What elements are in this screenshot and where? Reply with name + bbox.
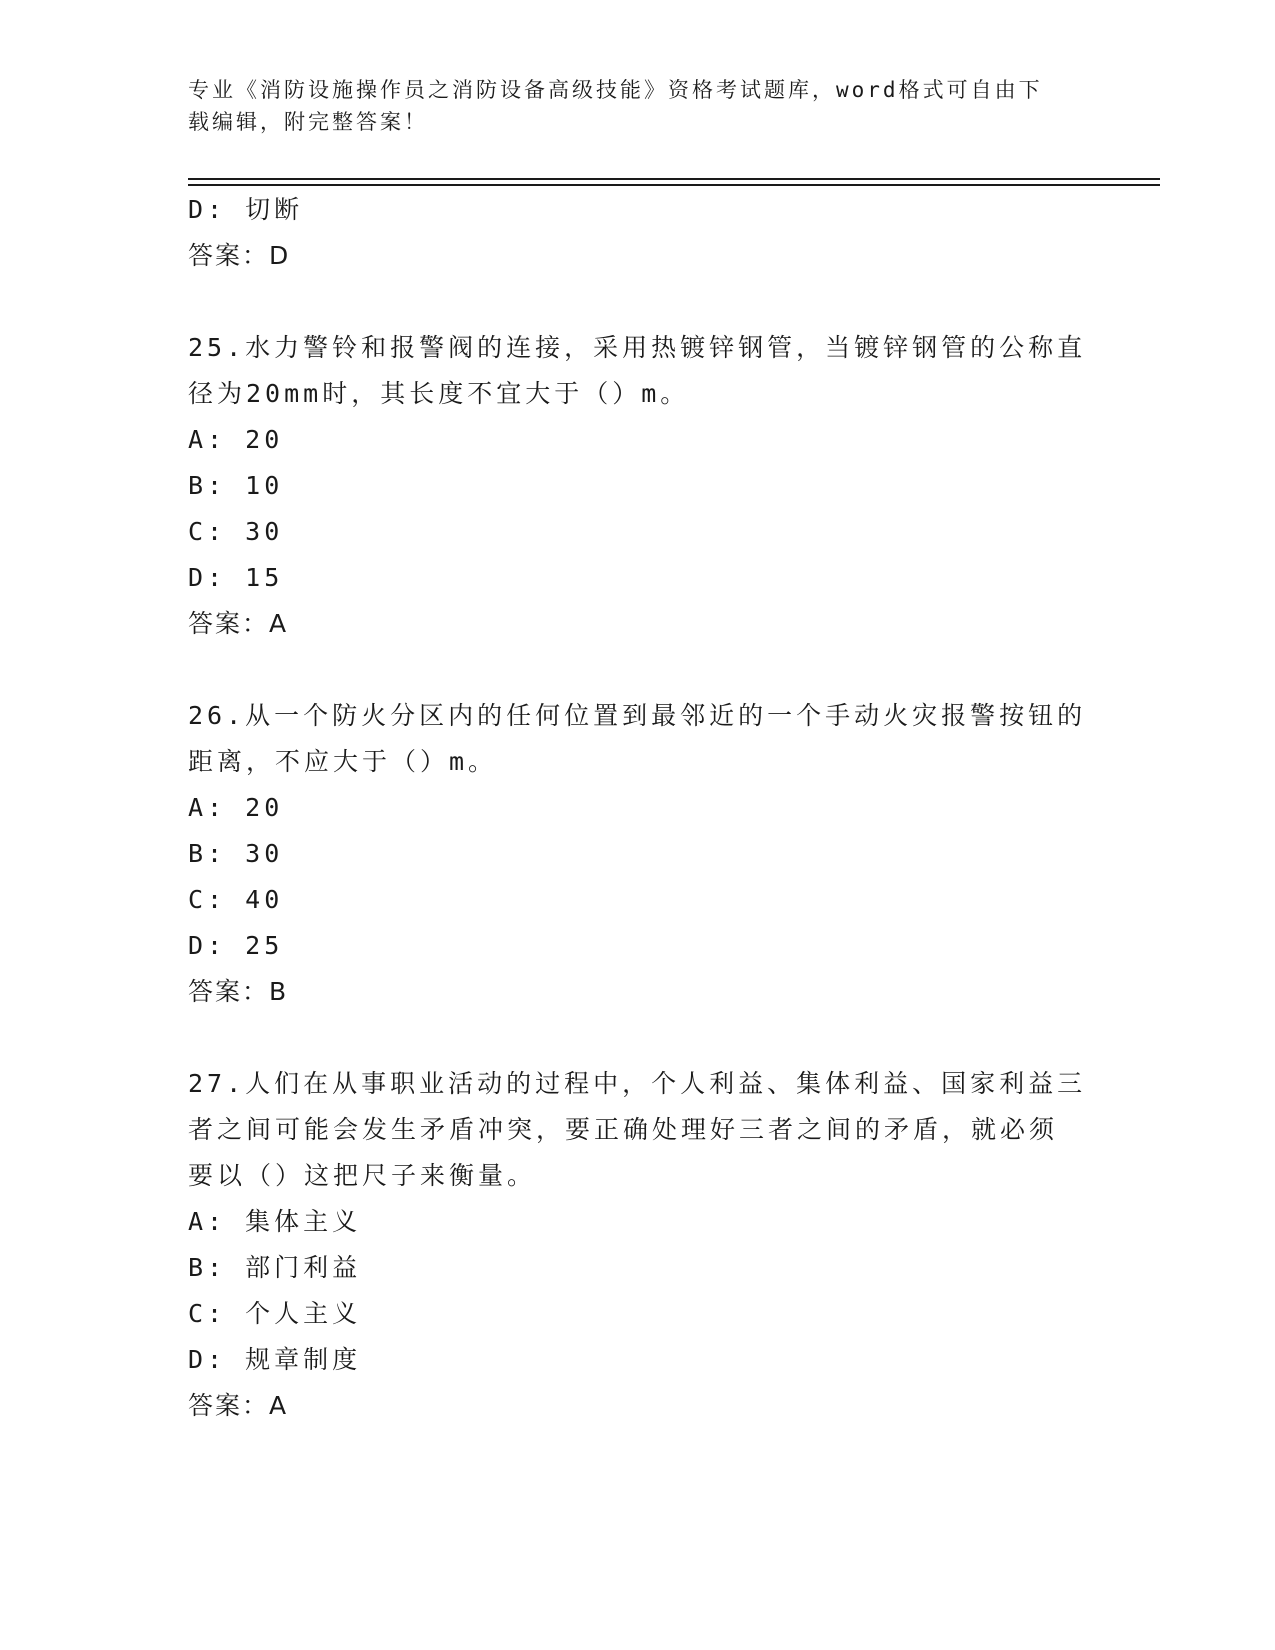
answer-line: 答案：A [188,609,289,638]
option-d: D: 15 [188,563,284,592]
option-a: A: 集体主义 [188,1207,362,1236]
stem-line-1: 25.水力警铃和报警阀的连接，采用热镀锌钢管，当镀锌钢管的公称直 [188,333,1087,362]
stem-line-1: 27.人们在从事职业活动的过程中，个人利益、集体利益、国家利益三 [188,1069,1087,1098]
stem-line-2: 距离，不应大于（）m。 [188,747,498,776]
question-stem [188,693,1088,785]
option-a: A: 20 [188,793,284,822]
option-d: D: 切断 [188,195,304,224]
header-title [188,74,1088,138]
option-a: A: 20 [188,425,284,454]
option-c: C: 40 [188,885,284,914]
header-line-2: 载编辑，附完整答案！ [188,110,428,134]
option-b: B: 10 [188,471,284,500]
answer-line: 答案：D [188,241,291,270]
question-26 [188,693,1088,1015]
option-b: B: 部门利益 [188,1253,362,1282]
header-divider-bottom [188,184,1160,186]
stem-line-2: 者之间可能会发生矛盾冲突，要正确处理好三者之间的矛盾，就必须 [188,1115,1059,1144]
option-b: B: 30 [188,839,284,868]
question-stem [188,325,1088,417]
stem-line-1: 26.从一个防火分区内的任何位置到最邻近的一个手动火灾报警按钮的 [188,701,1087,730]
header-line-1: 专业《消防设施操作员之消防设备高级技能》资格考试题库，word格式可自由下 [188,78,1043,102]
stem-line-2: 径为20mm时，其长度不宜大于（）m。 [188,379,690,408]
question-25 [188,325,1088,647]
carryover-block [188,187,1088,279]
answer-line: 答案：B [188,977,289,1006]
option-d: D: 25 [188,931,284,960]
option-c: C: 30 [188,517,284,546]
document-body [188,187,1088,1429]
option-c: C: 个人主义 [188,1299,362,1328]
question-stem [188,1061,1088,1199]
option-d: D: 规章制度 [188,1345,362,1374]
answer-line: 答案：A [188,1391,289,1420]
stem-line-3: 要以（）这把尺子来衡量。 [188,1161,537,1190]
question-27 [188,1061,1088,1429]
header-divider-top [188,178,1160,180]
